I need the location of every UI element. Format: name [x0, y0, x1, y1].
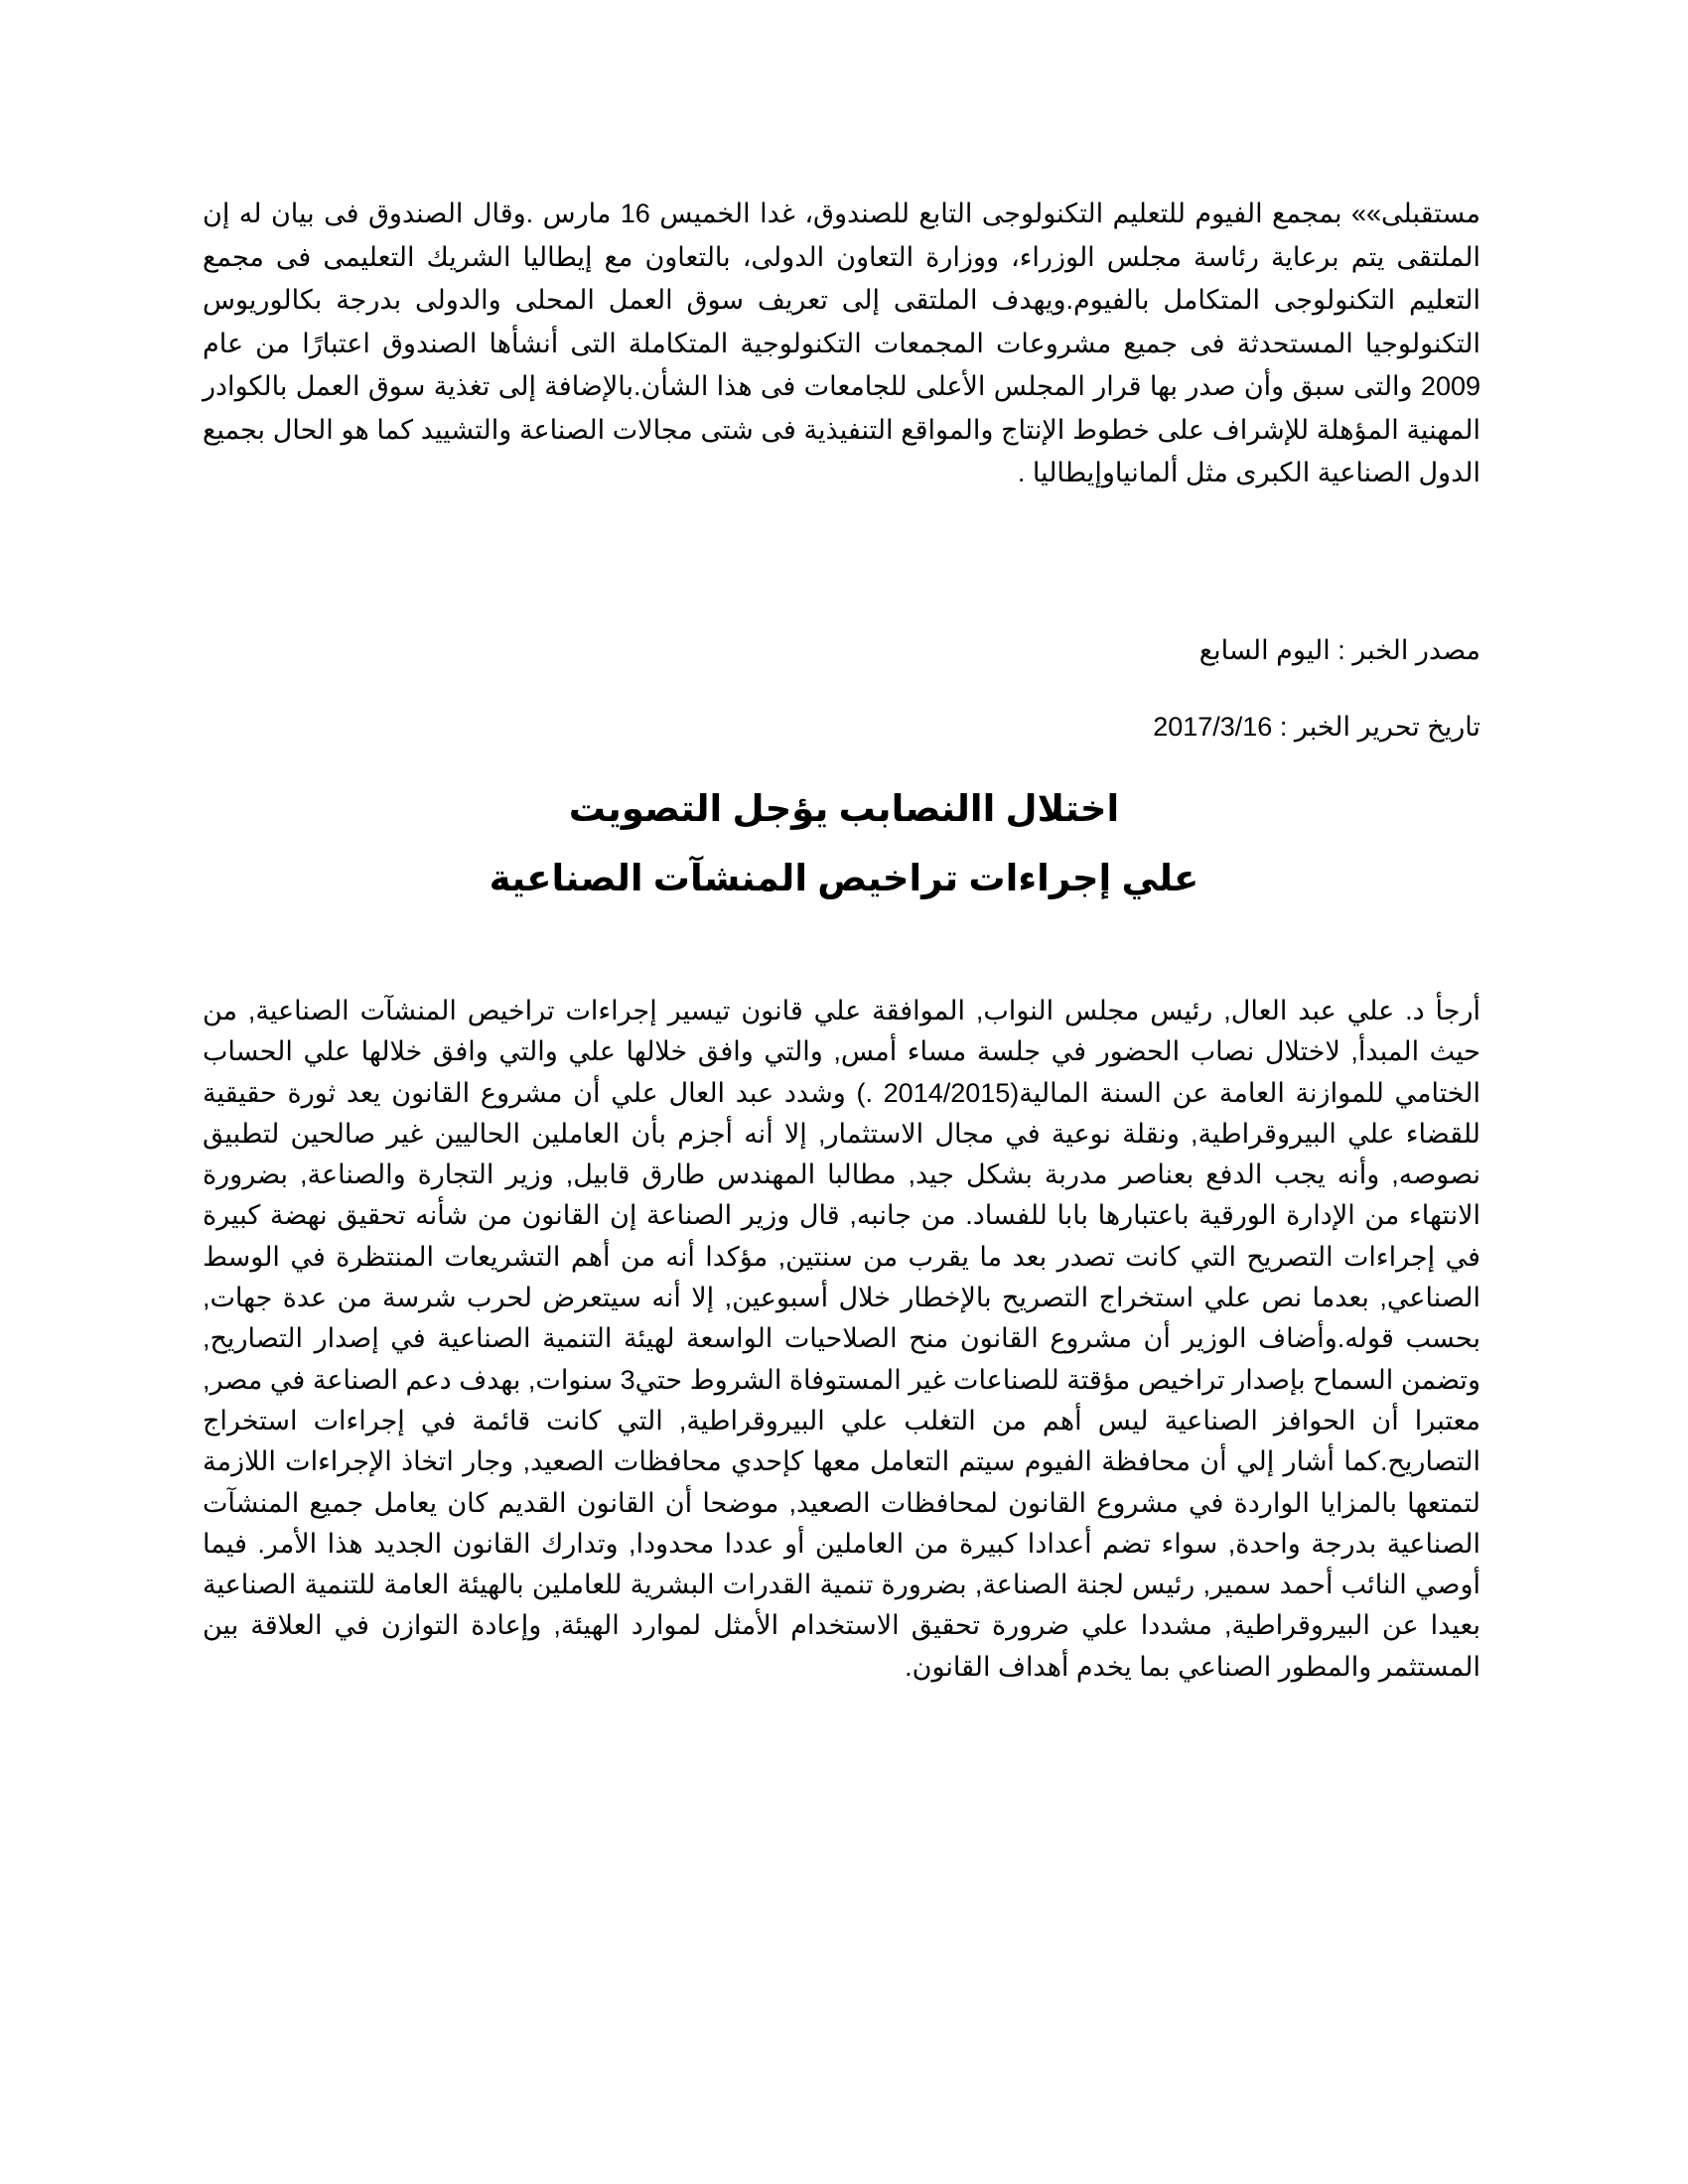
news-source-line: مصدر الخبر : اليوم السابع	[1198, 635, 1480, 665]
headline-line-2: علي إجراءات تراخيص المنشآت الصناعية	[489, 858, 1199, 898]
article-body-paragraph: أرجأ د. علي عبد العال, رئيس مجلس النواب, الموافقة علي قانون تيسير إجراءات تراخيص المنشآت الصناعية, من حيث المبدأ, لاختلال نصاب الحضور في جلسة مساء أمس, والتي وافق خلالها علي والتي وافق خلالها علي الحساب الختامي للموازنة العامة عن السنة المالية(2014/2015 .) وشدد عبد العال علي أن مشروع القانون يعد ثورة حقيقية للقضاء علي البيروقراطية, ونقلة نوعية في مجال الاستثمار, إلا أنه أجزم بأن العاملين الحاليين غير صالحين لتطبيق نصوصه, وأنه يجب الدفع بعناصر مدربة بشكل جيد, مطالبا المهندس طارق قابيل, وزير التجارة والصناعة, بضرورة الانتهاء من الإدارة الورقية باعتبارها بابا للفساد. من جانبه, قال وزير الصناعة إن القانون من شأنه تحقيق نهضة كبيرة في إجراءات التصريح التي كانت تصدر بعد ما يقرب من سنتين, مؤكدا أنه من أهم التشريعات المنتظرة في الوسط الصناعي, بعدما نص علي استخراج التصريح بالإخطار خلال أسبوعين, إلا أنه سيتعرض لحرب شرسة من عدة جهات, بحسب قوله.وأضاف الوزير أن مشروع القانون منح الصلاحيات الواسعة لهيئة التنمية الصناعية في إصدار التصاريح, وتضمن السماح بإصدار تراخيص مؤقتة للصناعات غير المستوفاة الشروط حتي3 سنوات, بهدف دعم الصناعة في مصر, معتبرا أن الحوافز الصناعية ليس أهم من التغلب علي البيروقراطية, التي كانت قائمة في إجراءات استخراج التصاريح.كما أشار إلي أن محافظة الفيوم سيتم التعامل معها كإحدي محافظات الصعيد, وجار اتخاذ الإجراءات اللازمة لتمتعها بالمزايا الواردة في مشروع القانون لمحافظات الصعيد, موضحا أن القانون القديم كان يعامل جميع المنشآت الصناعية بدرجة واحدة, سواء تضم أعدادا كبيرة من العاملين أو عددا محدودا, وتدارك القانون الجديد هذا الأمر. فيما أوصي النائب أحمد سمير, رئيس لجنة الصناعة, بضرورة تنمية القدرات البشرية للعاملين بالهيئة العامة للتنمية الصناعية بعيدا عن البيروقراطية, مشددا علي ضرورة تحقيق الاستخدام الأمثل لموارد الهيئة, وإعادة التوازن في العلاقة بين المستثمر والمطور الصناعي بما يخدم أهداف القانون.	[203, 996, 1480, 1682]
headline-line-1: اختلال االنصابب يؤجل التصويت	[568, 788, 1120, 829]
news-date-line: تاريخ تحرير الخبر : 2017/3/16	[1153, 712, 1480, 742]
article-intro-paragraph: مستقبلى»» بمجمع الفيوم للتعليم التكنولوجى التابع للصندوق، غدا الخميس 16 مارس .وقال الصندوق فى بيان له إن الملتقى يتم برعاية رئاسة مجلس الوزراء، ووزارة التعاون الدولى، بالتعاون مع إيطاليا الشريك التعليمى فى مجمع التعليم التكنولوجى المتكامل بالفيوم.ويهدف الملتقى إلى تعريف سوق العمل المحلى والدولى بدرجة بكالوريوس التكنولوجيا المستحدثة فى جميع مشروعات المجمعات التكنولوجية المتكاملة التى أنشأها الصندوق اعتبارًا من عام 2009 والتى سبق وأن صدر بها قرار المجلس الأعلى للجامعات فى هذا الشأن.بالإضافة إلى تغذية سوق العمل بالكوادر المهنية المؤهلة للإشراف على خطوط الإنتاج والمواقع التنفيذية فى شتى مجالات الصناعة والتشييد كما هو الحال بجميع الدول الصناعية الكبرى مثل ألمانياوإيطاليا .	[203, 199, 1480, 487]
